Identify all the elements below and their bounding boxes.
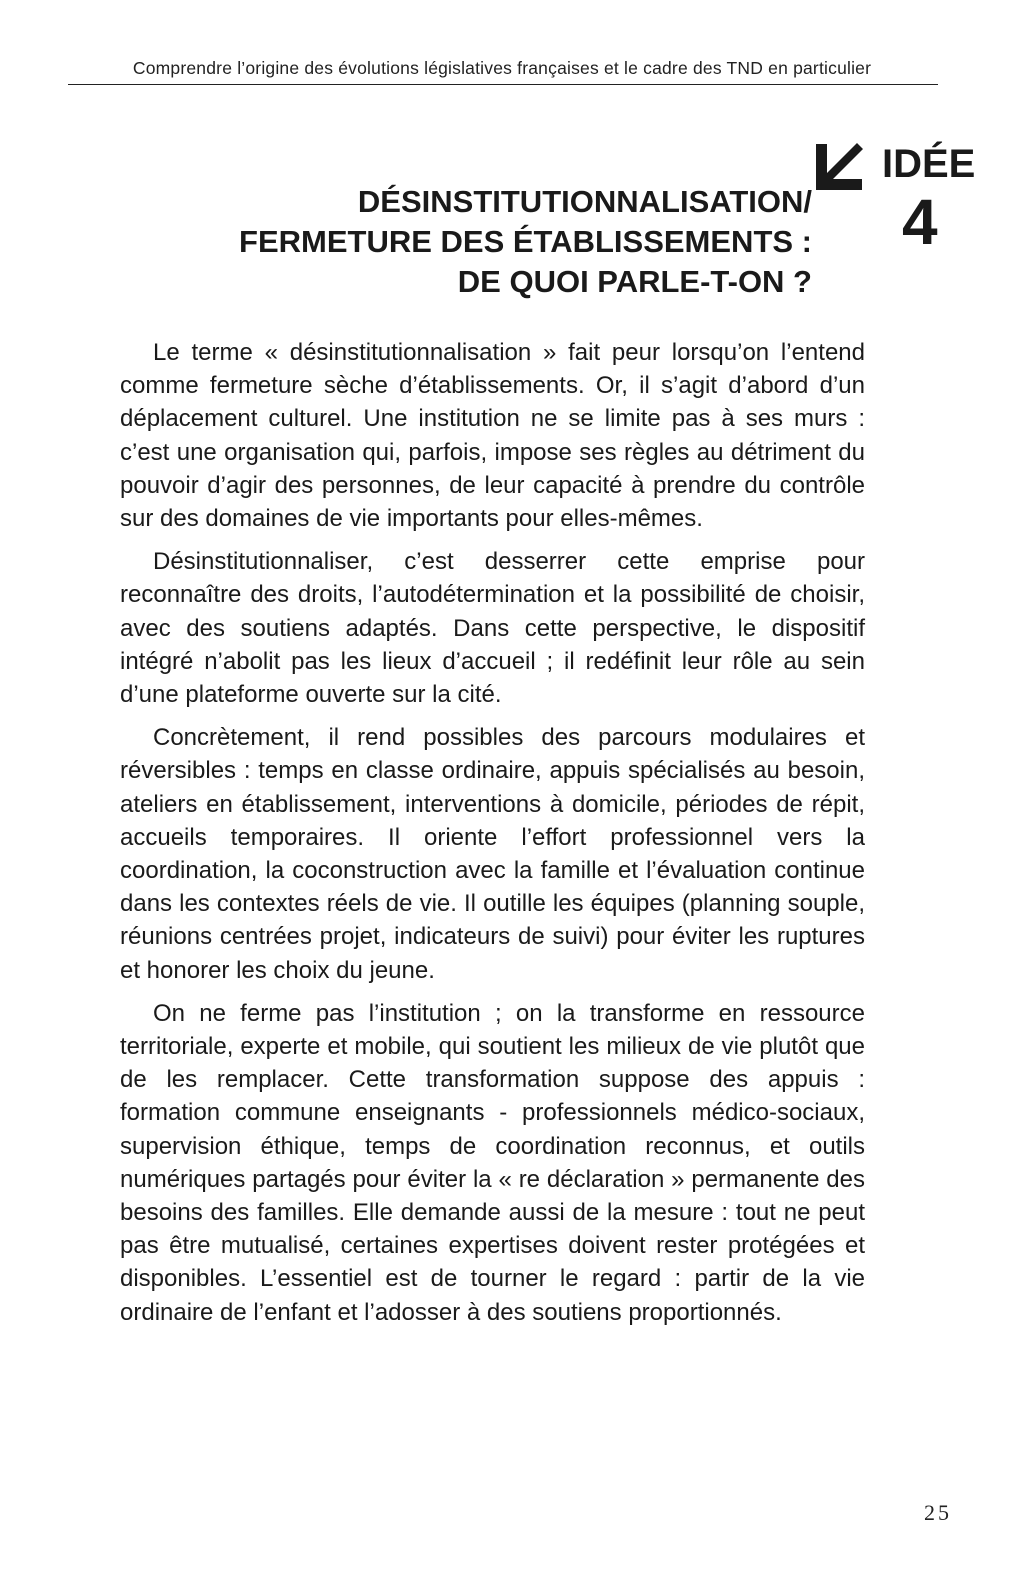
arrow-down-left-icon (810, 138, 868, 196)
chapter-title-line-1: DÉSINSTITUTIONNALISATION/ (357, 184, 812, 219)
paragraph: Le terme « désinstitutionnalisation » fait peur lorsqu’on l’entend comme fermeture sèche d’établissements. Or, il s’agit d’abord d’un déplacement culturel. Une institution ne se limite pas à ses murs : c’est une organisation qui, parfois, impose ses règles au détriment du pouvoir d’agir des personnes, de leur capacité à prendre du contrôle sur des domaines de vie importants pour elles-mêmes. (120, 339, 865, 533)
chapter-title-line-3: DE QUOI PARLE-T-ON ? (457, 264, 812, 299)
paragraph: On ne ferme pas l’institution ; on la transforme en ressource territoriale, experte et mobile, qui soutient les milieux de vie plutôt que de les remplacer. Cette transformation suppose des appuis : formation commune enseignants - professionnels médico-sociaux, supervision éthique, temps de coordination reconnus, et outils numériques partagés pour éviter la « re déclaration » permanente des besoins des familles. Elle demande aussi de la mesure : tout ne peut pas être mutualisé, certaines expertises doivent rester protégées et disponibles. L’essentiel est de tourner le regard : partir de la vie ordinaire de l’enfant et l’adosser à des soutiens proportionnés. (120, 999, 865, 1326)
running-header: Comprendre l’origine des évolutions législatives françaises et le cadre des TND en particulier (132, 58, 872, 78)
body-text (120, 336, 865, 1339)
idea-number: 4 (902, 186, 938, 258)
chapter-title-line-2: FERMETURE DES ÉTABLISSEMENTS : (239, 224, 812, 259)
idea-label: IDÉE (882, 142, 976, 186)
paragraph: Désinstitutionnaliser, c’est desserrer cette emprise pour reconnaître des droits, l’autodétermination et la possibilité de choisir, avec des soutiens adaptés. Dans cette perspective, le dispositif intégré n’abolit pas les lieux d’accueil ; il redéfinit leur rôle au sein d’une plateforme ouverte sur la cité. (120, 548, 865, 709)
paragraph: Concrètement, il rend possibles des parcours modulaires et réversibles : temps en classe ordinaire, appuis spécialisés au besoin, ateliers en établissement, interventions à domicile, périodes de répit, accueils temporaires. Il oriente l’effort professionnel vers la coordination, la coconstruction avec la famille et l’évaluation continue dans les contextes réels de vie. Il outille les équipes (planning souple, réunions centrées projet, indicateurs de suivi) pour éviter les ruptures et honorer les choix du jeune. (120, 724, 865, 984)
idea-badge (810, 128, 980, 258)
chapter-title (200, 182, 812, 302)
page-number: 25 (924, 1500, 952, 1525)
header-divider (68, 84, 938, 85)
